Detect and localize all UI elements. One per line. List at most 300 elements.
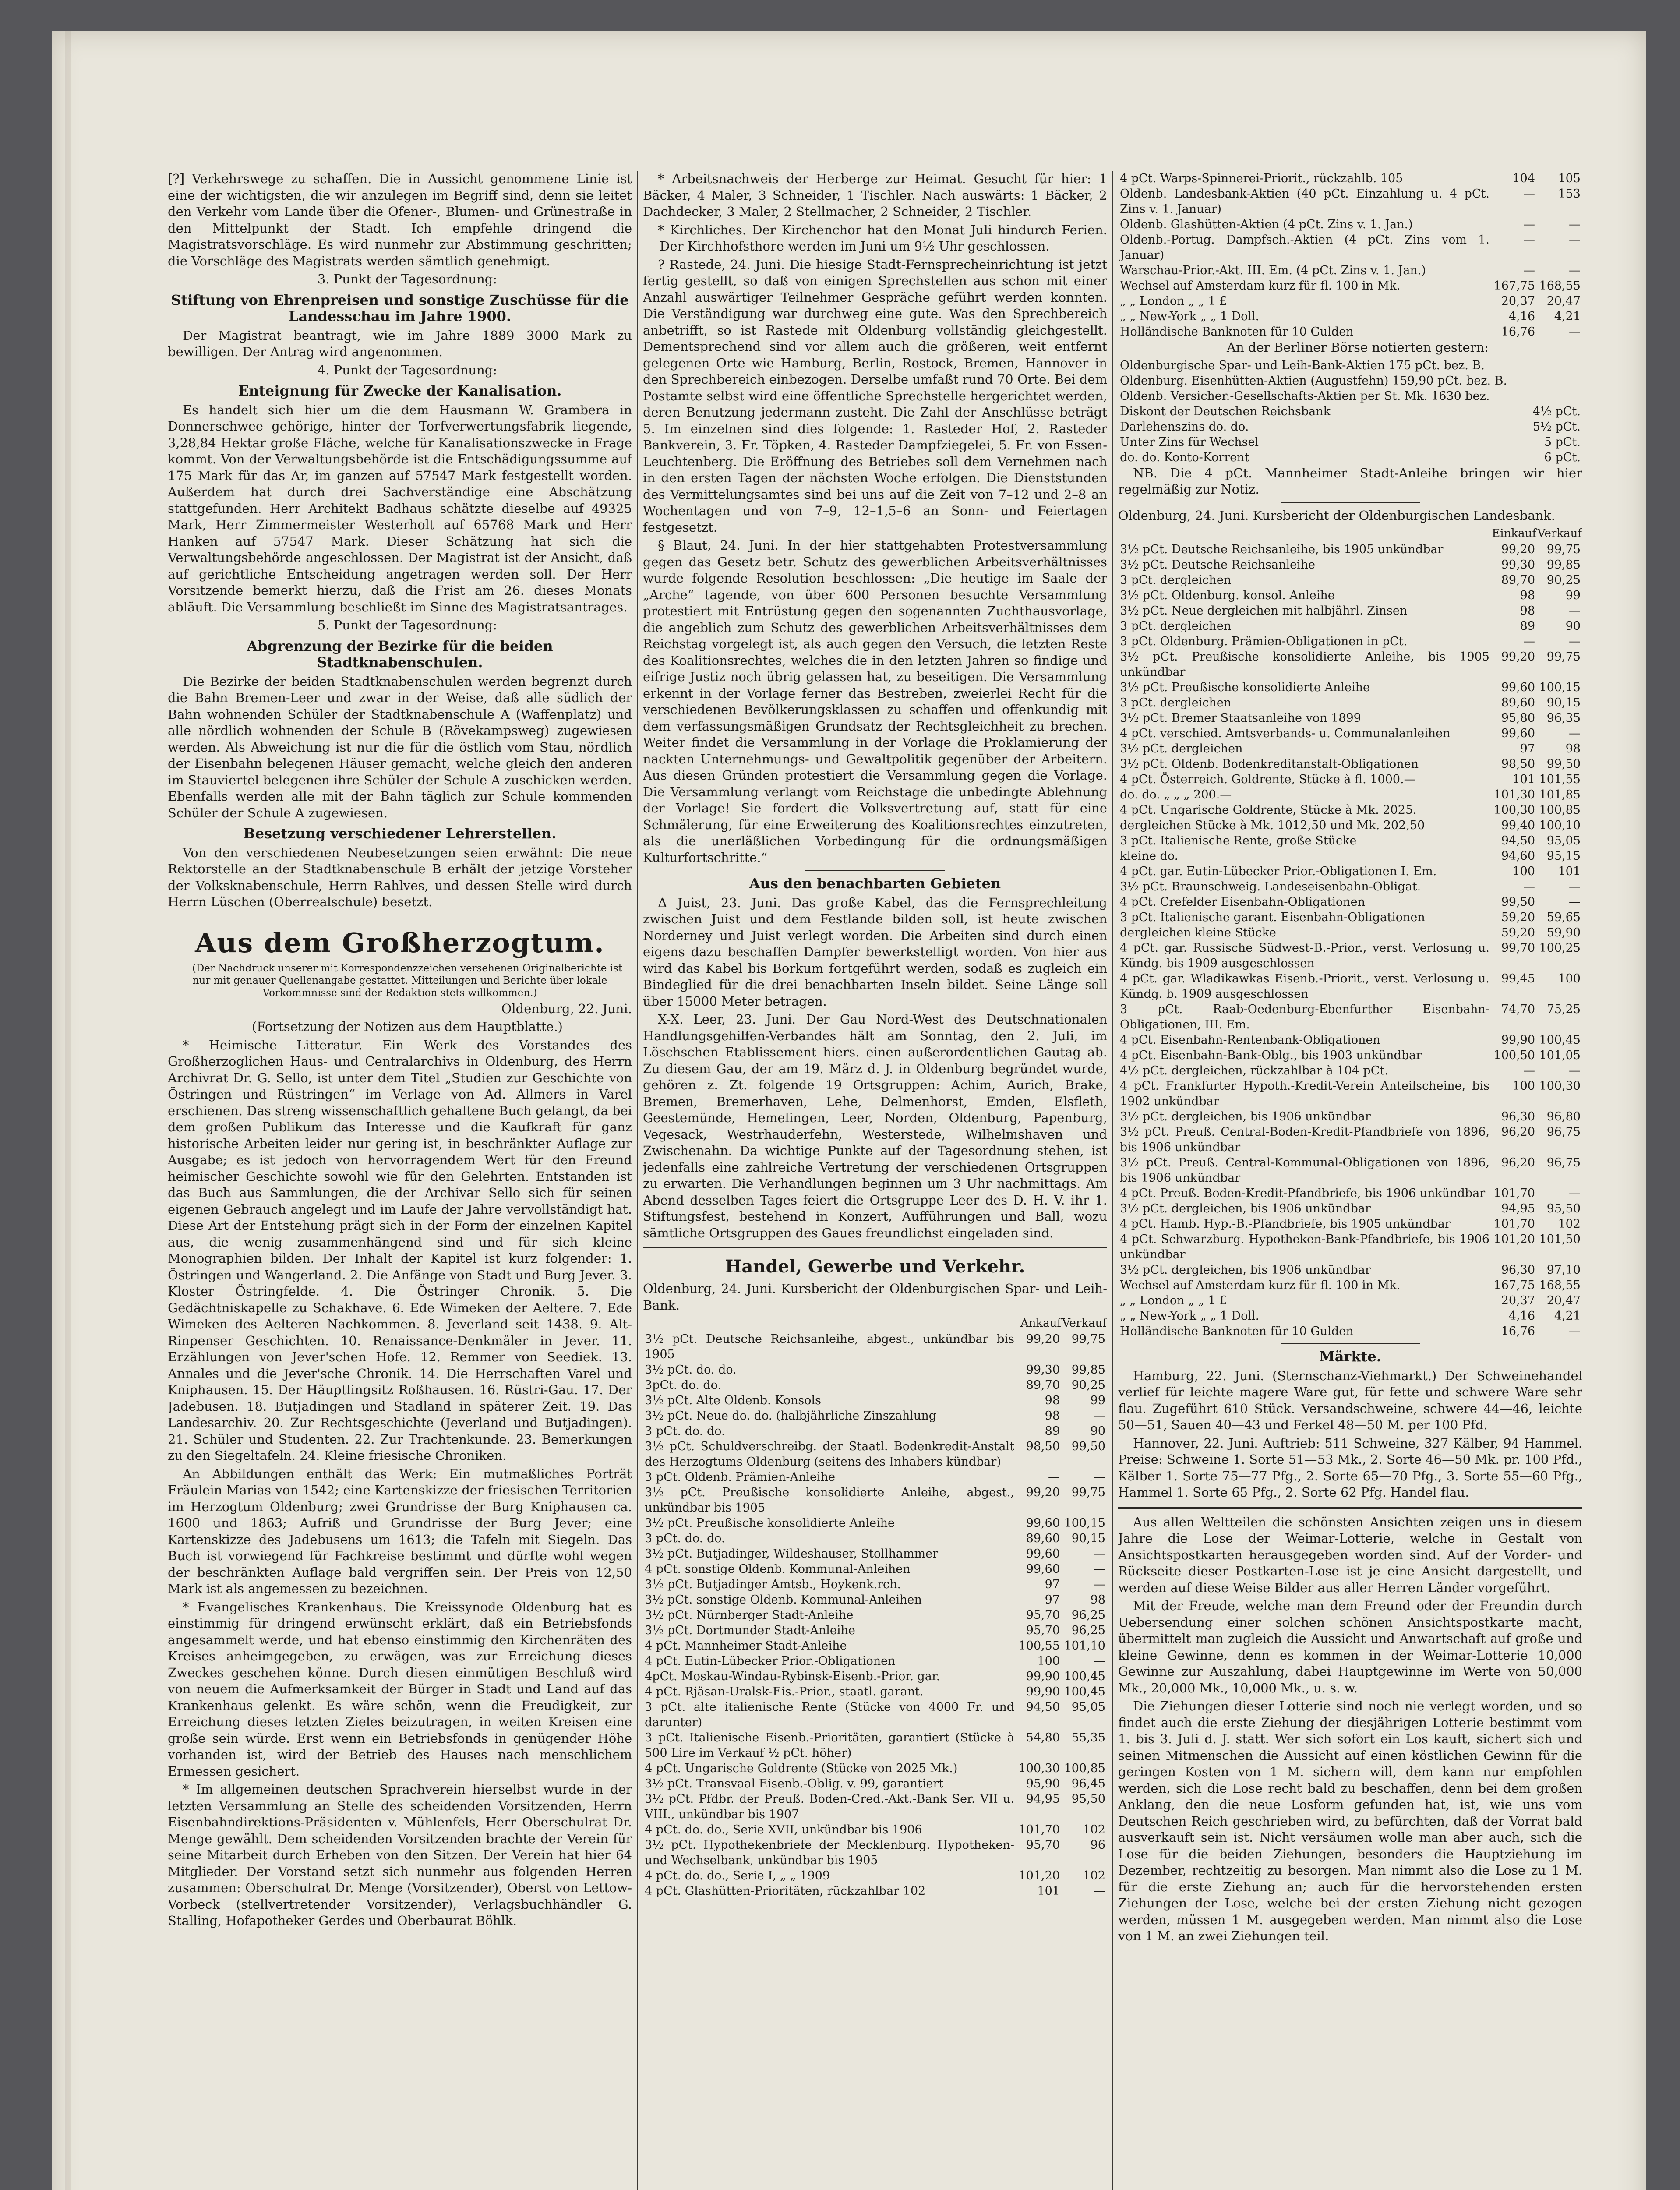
- sell-price: 90,15: [1071, 1532, 1105, 1545]
- buy-price: 99,20: [1026, 1486, 1060, 1499]
- security-name: 3 pCt. Oldenburg. Prämien-Obligationen in pCt.: [1120, 635, 1408, 648]
- quote-row: [643, 1607, 1107, 1623]
- buy-price: 99,45: [1501, 972, 1535, 986]
- quote-row: [643, 1485, 1107, 1515]
- divider: [1281, 502, 1420, 503]
- security-name: 3½ pCt. dergleichen, bis 1906 unkündbar: [1120, 1202, 1371, 1215]
- security-name: 4 pCt. Eisenbahn-Bank-Oblg., bis 1903 unkündbar: [1120, 1049, 1422, 1062]
- security-name: Warschau-Prior.-Akt. III. Em. (4 pCt. Zins v. 1. Jan.): [1120, 264, 1426, 277]
- article-juist: Δ Juist, 23. Juni. Das große Kabel, das die Fernsprechleitung zwischen Juist und dem Festlande bilden soll, ist heute zwischen Norderney und Juist verlegt worden. Die Arbeiten sind durch einen eigens dazu beschaffen Dampfer bewerkstelligt worden. Von hier aus wird das Kabel bis Borkum fortgeführt werden, sodaß es zugleich ein Bindeglied für die drei benachbarten Inseln bildet. Seine Länge soll über 15000 Meter betragen.: [643, 895, 1107, 1009]
- buy-price: —: [1523, 233, 1535, 247]
- buy-price: 94,50: [1026, 1700, 1060, 1714]
- buy-price: —: [1523, 187, 1535, 201]
- sell-price: 99,75: [1071, 1332, 1105, 1346]
- security-name: 3 pCt. Italienische Rente, große Stücke: [1120, 834, 1357, 848]
- buy-price: 96,30: [1501, 1263, 1535, 1277]
- article-church: * Kirchliches. Der Kirchenchor hat den Monat Juli hindurch Ferien. — Der Kirchhofsthore werden im Juni um 9½ Uhr geschlossen.: [643, 222, 1107, 254]
- sell-price: 105: [1558, 172, 1581, 185]
- quote-row: [1118, 710, 1582, 726]
- security-name: 3½ pCt. Deutsche Reichsanleihe: [1120, 558, 1316, 572]
- security-name: 3½ pCt. Braunschweig. Landeseisenbahn-Obligat.: [1120, 880, 1421, 894]
- buy-price: 96,20: [1501, 1156, 1535, 1169]
- buy-price: 95,70: [1026, 1624, 1060, 1637]
- security-name: Oldenburg. Eisenhütten-Aktien (Augustfehn) 159,90 pCt. bez. B.: [1120, 374, 1507, 388]
- quote-row: [1118, 695, 1582, 710]
- buy-price: 6 pCt.: [1544, 450, 1581, 464]
- quote-row: [643, 1791, 1107, 1822]
- article-text: [?] Verkehrswege zu schaffen. Die in Aussicht genommene Linie ist eine der wichtigsten, die wir anzulegen im Begriff sind, denn sie leitet den Verkehr vom Lande über die Ofener-, Blumen- und Grünestraße in den Mittelpunkt der Stadt. Ich empfehle dringend die Magistratsvorschläge. Es wird nunmehr zur Abstimmung geschritten; die Vorschläge des Magistrats werden sämtlich genehmigt.: [168, 171, 632, 268]
- sell-price: 100,45: [1064, 1670, 1105, 1683]
- sell-price: 95,05: [1546, 834, 1581, 848]
- quotes-table-landesbank: [1118, 526, 1582, 1339]
- security-name: 3½ pCt. Preußische konsolidierte Anleihe, abgest., unkündbar bis 1905: [645, 1486, 1014, 1515]
- sell-price: 99,85: [1071, 1363, 1105, 1377]
- buy-price: 101,30: [1493, 788, 1535, 802]
- security-name: 3½ pCt. Bremer Staatsanleihe von 1899: [1120, 711, 1361, 725]
- quote-row: [1118, 542, 1582, 557]
- sell-price: 100,15: [1539, 681, 1581, 694]
- article-rastede: ? Rastede, 24. Juni. Die hiesige Stadt-Fernsprecheinrichtung ist jetzt fertig gestellt, so daß von einigen Sprechstellen aus schon mit einer Anzahl auswärtiger Teilnehmer Gespräche geführt werden konnten. Die Verständigung war durchweg eine gute. Was den Sprechbereich anbetrifft, so ist Rastede mit Oldenburg vollständig gleichgestellt. Dementsprechend sind vor allem auch die größeren, weit entfernt gelegenen Orte wie Hamburg, Berlin, Rostock, Bremen, Hannover in den Sprechbereich einbezogen. Derselbe umfaßt rund 70 Orte. Bei dem Postamte selbst wird eine öffentliche Sprechstelle hergerichtet werden, deren Benutzung jedermann zusteht. Die Zahl der Anschlüsse beträgt 5. Im einzelnen sind dies folgende: 1. Rasteder Hof, 2. Rasteder Bankverein, 3. Fr. Töpken, 4. Rasteder Dampfziegelei, 5. Fr. von Essen-Leuchtenberg. Die Eröffnung des Betriebes soll dem Vernehmen nach in den ersten Tagen der nächsten Woche erfolgen. Die Dienststunden des Vermittelungsamtes sind bei uns auf die Zeit von 7–12 und 2–8 an Wochentagen und von 7–9, 12–1,5–6 an Sonn- und Feiertagen festgesetzt.: [643, 257, 1107, 535]
- sell-price: 98: [1090, 1593, 1105, 1607]
- quote-row: [643, 1730, 1107, 1761]
- sell-price: 96,75: [1546, 1156, 1581, 1169]
- sell-price: 95,05: [1071, 1700, 1105, 1714]
- buy-price: 97: [1045, 1578, 1060, 1591]
- berlin-note: An der Berliner Börse notierten gestern:: [1227, 340, 1489, 355]
- buy-price: 167,75: [1493, 1279, 1535, 1292]
- buy-price: 101,20: [1493, 1233, 1535, 1246]
- security-name: 3½ pCt. do. do.: [645, 1363, 737, 1377]
- section-heading: Stiftung von Ehrenpreisen und sonstige Zuschüsse für die Landesschau im Jahre 1900.: [171, 291, 629, 325]
- sell-price: 99,85: [1546, 558, 1581, 572]
- buy-price: 54,80: [1026, 1731, 1060, 1745]
- security-name: 3½ pCt. Dortmunder Stadt-Anleihe: [645, 1624, 855, 1637]
- security-name: 4 pCt. Preuß. Boden-Kredit-Pfandbriefe, bis 1906 unkündbar: [1120, 1187, 1486, 1200]
- security-name: 3½ pCt. Butjadinger, Wildeshauser, Stollhammer: [645, 1547, 939, 1561]
- quote-row: [1118, 603, 1582, 618]
- sell-price: —: [1569, 635, 1581, 648]
- quote-row: [1118, 434, 1582, 450]
- security-name: 3 pCt. alte italienische Rente (Stücke von 4000 Fr. und darunter): [645, 1700, 1014, 1729]
- sell-price: 100,85: [1064, 1762, 1105, 1775]
- buy-price: 96,30: [1501, 1110, 1535, 1123]
- quote-row: [643, 1883, 1107, 1899]
- quote-row: [1118, 1078, 1582, 1109]
- security-name: 3½ pCt. Nürnberger Stadt-Anleihe: [645, 1608, 854, 1622]
- buy-price: 98: [1045, 1409, 1060, 1423]
- article-language-society: * Im allgemeinen deutschen Sprachverein hierselbst wurde in der letzten Versammlung an Stelle des scheidenden Vorsitzenden, Herrn Eisenbahndirektions-Präsidenten v. Mühlenfels, Herr Oberschulrat Dr. Menge gewählt. Dem scheidenden Vorsitzenden brachte der Verein für seine Mitarbeit durch Erheben von den Sitzen. Der Verein hat hier 64 Mitglieder. Der Vorstand setzt sich nunmehr aus folgenden Herren zusammen: Oberschulrat Dr. Menge (Vorsitzender), Oberst von Lettow-Vorbeck (stellvertretender Vorsitzender), Verlagsbuchhändler G. Stalling, Hofapotheker Gerdes und Oberbaurat Böhlk.: [168, 1782, 632, 1928]
- quote-row: [1118, 572, 1582, 588]
- quote-row: [1118, 1232, 1582, 1262]
- buy-price: —: [1523, 1064, 1535, 1077]
- buy-price: 4,16: [1508, 310, 1535, 323]
- buy-price: —: [1523, 635, 1535, 648]
- buy-price: 98: [1520, 589, 1535, 602]
- divider: [1118, 1507, 1582, 1509]
- sell-price: —: [1569, 1325, 1581, 1338]
- sell-price: 99,75: [1071, 1486, 1105, 1499]
- buy-price: 101,70: [1493, 1187, 1535, 1200]
- quote-row: [1118, 818, 1582, 833]
- quote-row: [1118, 1032, 1582, 1048]
- newspaper-page: [52, 31, 1646, 2190]
- sell-price: 96,80: [1546, 1110, 1581, 1123]
- buy-price: 4,16: [1508, 1309, 1535, 1323]
- lottery-ad: Aus allen Weltteilen die schönsten Ansichten zeigen uns in diesem Jahre die Lose der Weimar-Lotterie, welche in Gestalt von Ansichtspostkarten herausgegeben worden sind. Auf der Vorder- und Rückseite dieser Postkarten-Lose ist je eine Ansicht dargestellt, und werden auf diese Weise Bilder aus aller Herren Länder vorgeführt.: [1118, 1514, 1582, 1595]
- sell-price: 168,55: [1539, 1279, 1581, 1292]
- sell-price: 90,25: [1546, 573, 1581, 587]
- sell-price: 90,15: [1546, 696, 1581, 710]
- buy-price: 20,37: [1501, 294, 1535, 308]
- divider: [805, 870, 945, 871]
- quote-row: [643, 1393, 1107, 1408]
- sell-price: —: [1094, 1884, 1105, 1898]
- quote-row: [1118, 1201, 1582, 1216]
- article-blaut: § Blaut, 24. Juni. In der hier stattgehabten Protestversammlung gegen das Gesetz betr. Schutz des gewerblichen Arbeitsverhältnisses wurde folgende Resolution beschlossen: „Die heutige im Saale der „Arche“ tagende, von über 600 Personen besuchte Versammlung protestiert mit Entrüstung gegen den sogenannten Zuchthausvorlage, die angeblich zum Schutz des gewerblichen Arbeitsverhältnisses dem Reichstag vorgelegt ist, als auch gegen den Versuch, die letzten Reste des Koalitionsrechtes, welches die in den letzten Jahren so findige und eifrige Justiz noch übrig gelassen hat, zu beseitigen. Die Versammlung erkennt in der Vorlage ferner das Bestreben, zweierlei Recht für die verschiedenen Bevölkerungsklassen zu schaffen und offenkundig mit dem verfassungsmäßigen Grundsatz der Rechtsgleichheit zu brechen. Weiter findet die Versammlung in der Vorlage die Proklamierung der nackten Unternehmungs- und Gewaltpolitik gegenüber der Arbeitern. Aus diesen Gründen protestiert die Versammlung gegen die Vorlage. Die Versammlung verlangt vom Reichstage die unbedingte Ablehnung der Vorlage! Sie fordert die Volksvertretung auf, statt für eine Schmälerung, für eine Erweiterung des Koalitionsrechtes einzutreten, als die unerläßlichen Vorbedingung für die ordnungsmäßigen Kulturfortschritte.“: [643, 538, 1107, 865]
- security-name: Wechsel auf Amsterdam kurz für fl. 100 in Mk.: [1120, 1279, 1401, 1292]
- security-name: 3 pCt. Italienische garant. Eisenbahn-Obligationen: [1120, 911, 1425, 924]
- buy-price: 97: [1520, 742, 1535, 756]
- lottery-ad: Mit der Freude, welche man dem Freund oder der Freundin durch Uebersendung einer solchen schönen Ansichtspostkarte macht, übermittelt man zugleich die Aussicht und Anwartschaft auf große und kleine Gewinne, denn es kommen in der Weimar-Lotterie 10,000 Gewinne zur Auszahlung, dabei Hauptgewinne im Werte von 50,000 Mk., 20,000 Mk., 10,000 Mk., u. s. w.: [1118, 1598, 1582, 1695]
- buy-price: 95,70: [1026, 1608, 1060, 1622]
- quote-row: [643, 1577, 1107, 1592]
- sell-price: 102: [1083, 1869, 1105, 1883]
- section-heading-neighbors: Aus den benachbarten Gebieten: [749, 875, 1001, 892]
- buy-price: 100: [1512, 865, 1535, 878]
- quote-row: [1118, 833, 1582, 848]
- column-rule: [637, 171, 638, 2190]
- security-name: 4 pCt. Ungarische Goldrente (Stücke von 2025 Mk.): [645, 1762, 958, 1775]
- security-name: do. do. Konto-Korrent: [1120, 450, 1249, 464]
- quote-row: [643, 1638, 1107, 1653]
- continuation-note: (Fortsetzung der Notizen aus dem Hauptblatte.): [252, 1019, 563, 1034]
- sell-price: 97,10: [1546, 1263, 1581, 1277]
- section-heading-markets: Märkte.: [1319, 1348, 1381, 1365]
- buy-price: 94,95: [1501, 1202, 1535, 1215]
- security-name: 4½ pCt. dergleichen, rückzahlbar à 104 pCt.: [1120, 1064, 1388, 1077]
- buy-price: 99,60: [1501, 727, 1535, 740]
- quote-row: [1118, 1262, 1582, 1278]
- security-name: 4 pCt. gar. Eutin-Lübecker Prior.-Obligationen I. Em.: [1120, 865, 1437, 878]
- sell-price: 90: [1090, 1424, 1105, 1438]
- section-heading: Enteignung für Zwecke der Kanalisation.: [238, 382, 562, 399]
- quote-row: [1118, 756, 1582, 772]
- quote-row: [1118, 324, 1582, 339]
- quote-row: [643, 1439, 1107, 1469]
- quote-row: [1118, 389, 1582, 404]
- reprint-note: (Der Nachdruck unserer mit Korrespondenzzeichen versehenen Originalberichte ist nur mit genauer Quellenangabe gestattet. Mitteilungen und Berichte über lokale Vorkommnisse sind der Redaktion stets willkommen.): [192, 962, 623, 999]
- sell-price: 100,25: [1539, 941, 1581, 955]
- buy-price: 101: [1512, 773, 1535, 786]
- sell-price: 99,50: [1071, 1440, 1105, 1453]
- column-rule: [1112, 171, 1113, 2190]
- security-name: Oldenb. Landesbank-Aktien (40 pCt. Einzahlung u. 4 pCt. Zins v. 1. Januar): [1120, 187, 1489, 216]
- buy-price: 101: [1037, 1884, 1060, 1898]
- divider: [168, 917, 632, 918]
- security-name: 3½ pCt. dergleichen: [1120, 742, 1243, 756]
- column-middle: [643, 171, 1107, 2190]
- quote-row: [1118, 910, 1582, 925]
- buy-price: 100,50: [1493, 1049, 1535, 1062]
- security-name: 4 pCt. Glashütten-Prioritäten, rückzahlbar 102: [645, 1884, 926, 1898]
- article-literature: * Heimische Litteratur. Ein Werk des Vorstandes des Großherzoglichen Haus- und Centralarchivs in Oldenburg, des Herrn Archivrat Dr. G. Sello, ist unter dem Titel „Studien zur Geschichte von Östringen und Rüstringen“ im Verlage von Ad. Allmers in Varel erschienen. Das streng wissenschaftlich gehaltene Buch gelangt, da bei dem großen Publikum das Interesse und die Kaufkraft für ganz historische Arbeiten leider nur gering ist, in beschränkter Auflage zur Ausgabe; es ist jedoch von hervorragendem Wert für den Freund heimischer Geschichte sowohl wie für den Gelehrten. Entstanden ist das Buch aus Sammlungen, die der Archivar Sello sich für seinen eigenen Gebrauch angelegt und im Laufe der Jahre vervollständigt hat. Diese Art der Entstehung prägt sich in der Form der einzelnen Kapitel aus, die wenig zusammenhängend sind und für sich kleine Monographien bilden. Der Inhalt der Kapitel ist kurz folgender: 1. Östringen und Wangerland. 2. Die Anfänge von Stadt und Burg Jever. 3. Kloster Östringfelde. 4. Die Östringer Chronik. 5. Die Gedächtniskapelle zu Schakhave. 6. Ede Wimeken der Aeltere. 7. Ede Wimeken des Aelteren Nachkommen. 8. Jeverland seit 1438. 9. Alt-Rinpenser Geschichten. 10. Renaissance-Denkmäler in Jever. 11. Erzählungen von Jever'schen Hofe. 12. Remmer von Seediek. 13. Annales und die Jever'sche Chronik. 14. Die Herrschaften Varel und Kniphausen. 15. Der Häuptlingsitz Roßhausen. 16. Rüstri-Gau. 17. Der Jadebusen. 18. Butjadingen und Stadland in späterer Zeit. 19. Das Landesarchiv. 20. Zur Rechtsgeschichte (Jeverland und Butjadingen). 21. Schüler und Studenten. 22. Zur Trachtenkunde. 23. Bemerkungen zu den Siegeltafeln. 24. Kleine friesische Chroniken.: [168, 1037, 632, 1463]
- quote-row: [643, 1837, 1107, 1868]
- buy-price: 99,90: [1501, 1033, 1535, 1047]
- quote-row: [1118, 278, 1582, 293]
- quote-row: [643, 1424, 1107, 1439]
- col-header-buy: Einkauf: [1492, 527, 1536, 540]
- buy-price: 59,20: [1501, 926, 1535, 940]
- sell-price: 99: [1090, 1394, 1105, 1407]
- quote-row: [643, 1332, 1107, 1362]
- security-name: 4 pCt. Hamb. Hyp.-B.-Pfandbriefe, bis 1905 unkündbar: [1120, 1217, 1451, 1231]
- quote-row: [1118, 1216, 1582, 1232]
- buy-price: 99,90: [1026, 1685, 1060, 1699]
- sell-price: 98: [1565, 742, 1581, 756]
- quote-row: [643, 1561, 1107, 1577]
- buy-price: 100,55: [1018, 1639, 1060, 1653]
- section-heading: Abgrenzung der Bezirke für die beiden Stadtknabenschulen.: [247, 637, 553, 671]
- landesbank-intro: Oldenburg, 24. Juni. Kursbericht der Oldenburgischen Landesbank.: [1118, 508, 1555, 523]
- sell-price: 100,10: [1539, 819, 1581, 832]
- quote-row: [1118, 358, 1582, 373]
- security-name: 3½ pCt. Pfdbr. der Preuß. Boden-Cred.-Akt.-Bank Ser. VII u. VIII., unkündbar bis 1907: [645, 1792, 1014, 1821]
- security-name: 4 pCt. Warps-Spinnerei-Priorit., rückzahlb. 105: [1120, 172, 1403, 185]
- quote-row: [1118, 848, 1582, 864]
- sell-price: 90,25: [1071, 1378, 1105, 1392]
- quote-row: [643, 1378, 1107, 1393]
- security-name: 4 pCt. verschied. Amtsverbands- u. Communalanleihen: [1120, 727, 1451, 740]
- sell-price: 101,55: [1539, 773, 1581, 786]
- buy-price: —: [1523, 880, 1535, 894]
- quote-row: [1118, 634, 1582, 649]
- buy-price: 99,30: [1026, 1363, 1060, 1377]
- quote-row: [643, 1592, 1107, 1607]
- buy-price: 98: [1045, 1394, 1060, 1407]
- security-name: 3½ pCt. dergleichen, bis 1906 unkündbar: [1120, 1110, 1371, 1123]
- sell-price: —: [1094, 1470, 1105, 1484]
- buy-price: 99,40: [1501, 819, 1535, 832]
- security-name: 4 pCt. Eutin-Lübecker Prior.-Obligationen: [645, 1654, 896, 1668]
- security-name: 4 pCt. Crefelder Eisenbahn-Obligationen: [1120, 895, 1366, 909]
- section-heading: Besetzung verschiedener Lehrerstellen.: [243, 825, 557, 842]
- buy-price: 99,60: [1501, 681, 1535, 694]
- security-name: 3½ pCt. Neue do. do. (halbjährliche Zinszahlung: [645, 1409, 936, 1423]
- sell-price: 101: [1558, 865, 1581, 878]
- security-name: 3½ pCt. Deutsche Reichsanleihe, abgest., unkündbar bis 1905: [645, 1332, 1014, 1361]
- sell-price: 59,90: [1546, 926, 1581, 940]
- section-heading-trade: Handel, Gewerbe und Verkehr.: [725, 1256, 1025, 1277]
- article-leer: X-X. Leer, 23. Juni. Der Gau Nord-West des Deutschnationalen Handlungsgehilfen-Verbandes hält am Sonntag, den 2. Juli, im Löschschen Etablissement hiers. einen außerordentlichen Gautag ab. Zu diesem Gau, der am 19. März d. J. in Oldenburg begründet wurde, gehören z. Zt. folgende 19 Ortsgruppen: Achim, Aurich, Brake, Bremen, Bremerhaven, Lehe, Delmenhorst, Emden, Elsfleth, Geestemünde, Hemelingen, Leer, Norden, Oldenburg, Papenburg, Vegesack, Westrhauderfehn, Westerstede, Wilhelmshaven und Zwischenahn. Da wichtige Punkte auf der Tagesordnung stehen, ist jedenfalls eine zahlreiche Vertretung der verschiedenen Ortsgruppen zu erwarten. Die Verhandlungen beginnen um 3 Uhr nachmittags. Am Abend desselben Tages feiert die Ortsgruppe Leer des D. H. V. ihr 1. Stiftungsfest, bestehend in Konzert, Aufführungen und Ball, wozu sämtliche Ortsgruppen des Gaues freundlichst eingeladen sind.: [643, 1012, 1107, 1240]
- buy-price: 99,20: [1026, 1332, 1060, 1346]
- sell-price: —: [1094, 1562, 1105, 1576]
- sell-price: 100,45: [1539, 1033, 1581, 1047]
- security-name: 3½ pCt. Hypothekenbriefe der Mecklenburg. Hypotheken- und Wechselbank, unkündbar bis 1905: [645, 1838, 1014, 1867]
- security-name: 3½ pCt. Preußische konsolidierte Anleihe, bis 1905 unkündbar: [1120, 650, 1489, 679]
- buy-price: 98,50: [1026, 1440, 1060, 1453]
- quote-row: [1118, 1324, 1582, 1339]
- buy-price: 98,50: [1501, 757, 1535, 771]
- security-name: „ „ London „ „ 1 £: [1120, 294, 1227, 308]
- article-labor-exchange: * Arbeitsnachweis der Herberge zur Heimat. Gesucht für hier: 1 Bäcker, 4 Maler, 3 Schneider, 1 Tischler. Nach auswärts: 1 Bäcker, 2 Dachdecker, 3 Maler, 2 Stellmacher, 2 Schneider, 2 Tischler.: [643, 171, 1107, 219]
- security-name: Holländische Banknoten für 10 Gulden: [1120, 1325, 1354, 1338]
- buy-price: 5½ pCt.: [1532, 420, 1581, 434]
- sell-price: 102: [1083, 1823, 1105, 1837]
- quote-row: [1118, 1278, 1582, 1293]
- security-name: 4 pCt. gar. Russische Südwest-B.-Prior., verst. Verlosung u. Kündg. bis 1909 ausgeschlossen: [1120, 941, 1489, 970]
- security-name: Oldenb.-Portug. Dampfsch.-Aktien (4 pCt. Zins vom 1. Januar): [1120, 233, 1489, 262]
- buy-price: 100,30: [1493, 803, 1535, 817]
- quote-row: [643, 1822, 1107, 1837]
- buy-price: 94,60: [1501, 849, 1535, 863]
- security-name: 3½ pCt. Oldenburg. konsol. Anleihe: [1120, 589, 1335, 602]
- article-text: Die Bezirke der beiden Stadtknabenschulen werden begrenzt durch die Bahn Bremen-Leer und zwar in der Weise, daß alle südlich der Bahn wohnenden Schüler der Stadtknabenschule A (Waffenplatz) und alle nördlich wohnenden der Schule B (Rövekampsweg) zugewiesen werden. Als Abweichung ist nur die für die östlich vom Stau, nördlich der Eisenbahn belegenen Häuser gemacht, welche gleich den anderen im Stauviertel belegenen ihre Schüler der Schule A zuschicken werden. Ebenfalls werden alle mit der Bahn täglich zur Schule kommenden Schüler der Schule A zugewiesen.: [168, 674, 632, 820]
- buy-price: 98: [1520, 604, 1535, 618]
- sell-price: 99,75: [1546, 543, 1581, 556]
- buy-price: [1531, 358, 1582, 373]
- sell-price: 20,47: [1546, 294, 1581, 308]
- sell-price: 55,35: [1071, 1731, 1105, 1745]
- buy-price: 99,60: [1026, 1562, 1060, 1576]
- buy-price: 99,60: [1026, 1516, 1060, 1530]
- buy-price: 100: [1037, 1654, 1060, 1668]
- col-header-sell: Verkauf: [1537, 527, 1582, 540]
- security-name: 3 pCt. Italienische Eisenb.-Prioritäten, garantiert (Stücke à 500 Lire im Verkauf ½ pCt. höher): [645, 1731, 1014, 1760]
- sell-price: —: [1569, 1064, 1581, 1077]
- sell-price: —: [1094, 1578, 1105, 1591]
- quotes-table-spar-leih-bank: [643, 1315, 1107, 1899]
- buy-price: 95,90: [1026, 1777, 1060, 1791]
- market-intro: Oldenburg, 24. Juni. Kursbericht der Oldenburgischen Spar- und Leih-Bank.: [643, 1281, 1107, 1313]
- quote-row: [1118, 787, 1582, 802]
- buy-price: 89,60: [1501, 696, 1535, 710]
- sell-price: —: [1094, 1409, 1105, 1423]
- quote-row: [1118, 1002, 1582, 1032]
- security-name: 4 pCt. sonstige Oldenb. Kommunal-Anleihen: [645, 1562, 911, 1576]
- security-name: 4 pCt. Österreich. Goldrente, Stücke à fl. 1000.—: [1120, 773, 1416, 786]
- buy-price: 99,70: [1501, 941, 1535, 955]
- sell-price: 101,50: [1539, 1233, 1581, 1246]
- buy-price: 99,60: [1026, 1547, 1060, 1561]
- quote-row: [1118, 404, 1582, 419]
- buy-price: 94,50: [1501, 834, 1535, 848]
- security-name: 3 pCt. dergleichen: [1120, 573, 1232, 587]
- quote-row: [1118, 217, 1582, 232]
- quote-row: [1118, 1293, 1582, 1308]
- quote-row: [643, 1469, 1107, 1485]
- sell-price: 100,85: [1539, 803, 1581, 817]
- sell-price: —: [1569, 727, 1581, 740]
- quote-row: [1118, 171, 1582, 186]
- sell-price: 96,25: [1071, 1624, 1105, 1637]
- buy-price: 89: [1045, 1424, 1060, 1438]
- quote-row: [1118, 1063, 1582, 1078]
- security-name: kleine do.: [1120, 849, 1179, 863]
- buy-price: 104: [1512, 172, 1535, 185]
- quote-row: [1118, 925, 1582, 940]
- sell-price: 90: [1565, 619, 1581, 633]
- article-hospital: * Evangelisches Krankenhaus. Die Kreissynode Oldenburg hat es einstimmig für dringend erwünscht erklärt, daß ein Betriebsfonds angesammelt werde, und hat ebenso einstimmig den Kirchenräten des Kreises anheimgegeben, zu erwägen, was zur Erreichung dieses Zweckes geschehen könne. Durch diesen einmütigen Beschluß wird von neuem die Aufmerksamkeit der Bürger in Stadt und Land auf das Krankenhaus gelenkt. Es wäre schön, wenn die Freudigkeit, zur Erreichung dieses letzten Zieles beizutragen, in weiten Kreisen eine große sein würde. Erst wenn ein Betriebsfonds in genügender Höhe vorhanden ist, wird der Betrieb des Hauses nach menschlichem Ermessen gesichert.: [168, 1599, 632, 1779]
- buy-price: 4½ pCt.: [1532, 404, 1581, 418]
- security-name: 3pCt. do. do.: [645, 1378, 722, 1392]
- security-name: 4 pCt. Rjäsan-Uralsk-Eis.-Prior., staatl. garant.: [645, 1685, 924, 1699]
- quote-row: [1118, 1155, 1582, 1186]
- buy-price: 74,70: [1501, 1003, 1535, 1016]
- quote-row: [1118, 1048, 1582, 1063]
- col-header-buy: Ankauf: [1020, 1317, 1061, 1330]
- sell-price: 4,21: [1554, 1309, 1581, 1323]
- buy-price: 100: [1512, 1079, 1535, 1093]
- buy-price: 20,37: [1501, 1294, 1535, 1307]
- sell-price: 168,55: [1539, 279, 1581, 293]
- security-name: 4 pCt. Frankfurter Hypoth.-Kredit-Verein Anteilscheine, bis 1902 unkündbar: [1120, 1079, 1489, 1108]
- quote-row: [643, 1868, 1107, 1883]
- security-name: 3½ pCt. Oldenb. Bodenkreditanstalt-Obligationen: [1120, 757, 1419, 771]
- quote-row: [643, 1699, 1107, 1730]
- security-name: 4 pCt. do. do., Serie I, „ „ 1909: [645, 1869, 830, 1883]
- security-name: 3½ pCt. Preuß. Central-Kommunal-Obligationen von 1896, bis 1906 unkündbar: [1120, 1156, 1489, 1185]
- security-name: 3½ pCt. Preuß. Central-Boden-Kredit-Pfandbriefe von 1896, bis 1906 unkündbar: [1120, 1125, 1489, 1154]
- quote-row: [643, 1362, 1107, 1378]
- sell-price: 59,65: [1546, 911, 1581, 924]
- buy-price: 89: [1520, 619, 1535, 633]
- sell-price: 100: [1558, 972, 1581, 986]
- sell-price: 153: [1558, 187, 1581, 201]
- quote-row: [1118, 557, 1582, 572]
- sell-price: —: [1094, 1654, 1105, 1668]
- security-name: Oldenburgische Spar- und Leih-Bank-Aktien 175 pCt. bez. B.: [1120, 358, 1485, 372]
- sell-price: 101,05: [1539, 1049, 1581, 1062]
- buy-price: [1531, 389, 1582, 404]
- security-name: 3½ pCt. Preußische konsolidierte Anleihe: [645, 1516, 895, 1530]
- sell-price: 100,30: [1539, 1079, 1581, 1093]
- security-name: Holländische Banknoten für 10 Gulden: [1120, 325, 1354, 339]
- quote-row: [1118, 419, 1582, 434]
- security-name: 3 pCt. dergleichen: [1120, 696, 1232, 710]
- col-header-sell: Verkauf: [1062, 1317, 1107, 1330]
- buy-price: 95,80: [1501, 711, 1535, 725]
- security-name: dergleichen Stücke à Mk. 1012,50 und Mk. 202,50: [1120, 819, 1425, 832]
- sell-price: —: [1569, 233, 1581, 247]
- sell-price: 96,75: [1546, 1125, 1581, 1139]
- security-name: 4 pCt. Eisenbahn-Rentenbank-Obligationen: [1120, 1033, 1380, 1047]
- quote-row: [643, 1515, 1107, 1531]
- sell-price: 101,10: [1064, 1639, 1105, 1653]
- buy-price: 97: [1045, 1593, 1060, 1607]
- market-hannover: Hannover, 22. Juni. Auftrieb: 511 Schweine, 327 Kälber, 94 Hammel. Preise: Schweine 1. Sorte 51—53 Mk., 2. Sorte 46—50 Mk. pr. 100 Pfd., Kälber 1. Sorte 75—77 Pfg., 2. Sorte 65—70 Pfg., 3. Sorte 55—60 Pfg., Hammel 1. Sorte 65 Pfg., 2. Sorte 62 Pfg. Handel flau.: [1118, 1435, 1582, 1500]
- quote-row: [1118, 1186, 1582, 1201]
- quote-row: [1118, 940, 1582, 971]
- security-name: 3½ pCt. Deutsche Reichsanleihe, bis 1905 unkündbar: [1120, 543, 1444, 556]
- sell-price: 99,75: [1546, 650, 1581, 664]
- sell-price: 95,15: [1546, 849, 1581, 863]
- quote-row: [1118, 741, 1582, 756]
- security-name: 3 pCt. do. do.: [645, 1532, 725, 1545]
- buy-price: 99,30: [1501, 558, 1535, 572]
- security-name: Unter Zins für Wechsel: [1120, 435, 1259, 449]
- quote-row: [1118, 232, 1582, 263]
- security-name: 3 pCt. dergleichen: [1120, 619, 1232, 633]
- dateline: Oldenburg, 22. Juni.: [501, 1001, 632, 1016]
- sell-price: —: [1569, 325, 1581, 339]
- security-name: 3½ pCt. Transvaal Eisenb.-Oblig. v. 99, garantiert: [645, 1777, 944, 1791]
- market-hamburg: Hamburg, 22. Juni. (Sternschanz-Viehmarkt.) Der Schweinehandel verlief für leichte magere Ware gut, für fette und schwere Ware sehr flau. Zugeführt 610 Stück. Versandschweine, schwere 44—46, leichte 50—51, Sauen 40—43 und Ferkel 48—50 M. per 100 Pfd.: [1118, 1368, 1582, 1432]
- buy-price: 101,20: [1018, 1869, 1060, 1883]
- quote-row: [1118, 588, 1582, 603]
- agenda-item: 4. Punkt der Tagesordnung:: [317, 362, 498, 378]
- security-name: 4 pCt. Ungarische Goldrente, Stücke à Mk. 2025.: [1120, 803, 1417, 817]
- quote-row: [643, 1531, 1107, 1546]
